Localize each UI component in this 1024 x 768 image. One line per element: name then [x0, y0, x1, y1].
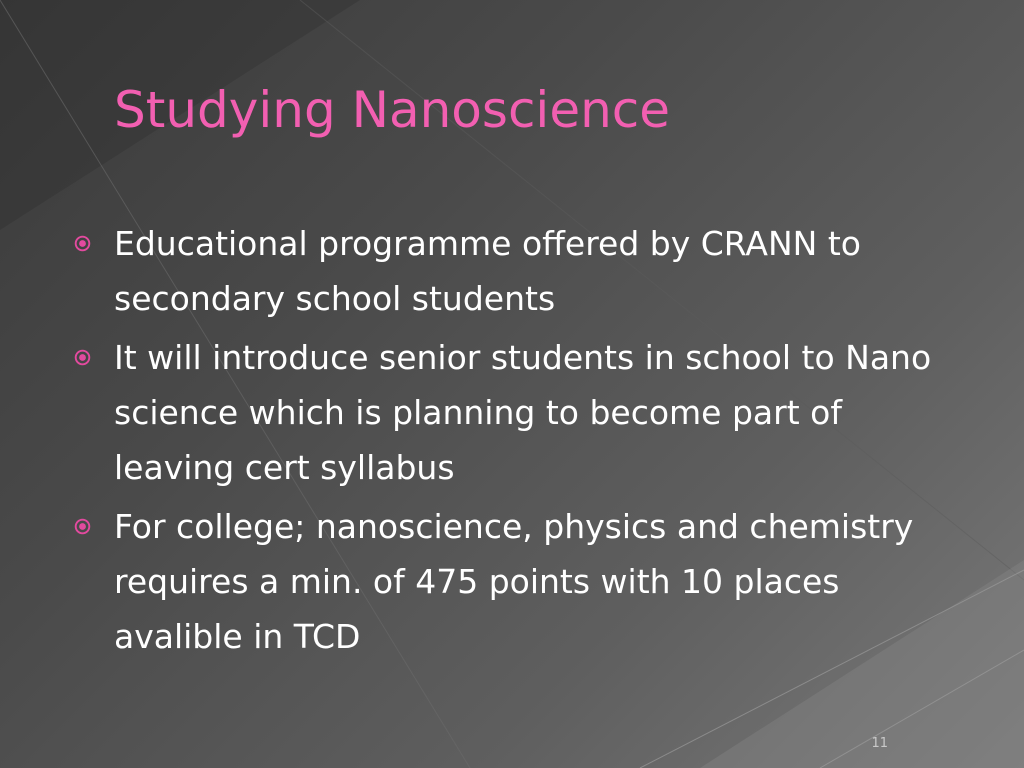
bullet-item [68, 330, 968, 495]
circled-dot-bullet-icon [74, 518, 91, 535]
bullet-item [68, 499, 968, 664]
circled-dot-bullet-icon [74, 235, 91, 252]
bullet-text: It will introduce senior students in school to Nano science which is planning to become part of leaving cert syllabus [114, 338, 932, 487]
bullet-list [68, 216, 968, 668]
circled-dot-bullet-icon [74, 349, 91, 366]
bullet-text: For college; nanoscience, physics and chemistry requires a min. of 475 points with 10 places avalible in TCD [114, 507, 914, 656]
slide-number: 11 [871, 736, 888, 751]
bullet-item [68, 216, 968, 326]
slide-title: Studying Nanoscience [114, 81, 671, 139]
bullet-text: Educational programme offered by CRANN to secondary school students [114, 224, 861, 318]
